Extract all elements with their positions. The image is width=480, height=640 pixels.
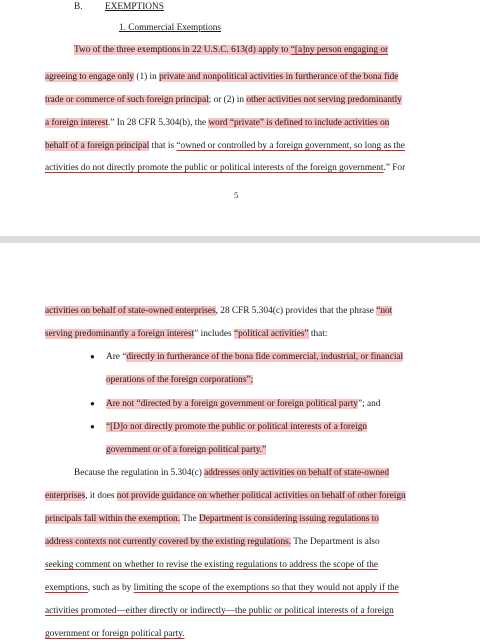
underlined-text: activities promoted—either directly or indirectly—the public or political interests of a foreign bbox=[45, 606, 394, 616]
text-line bbox=[45, 71, 398, 83]
text-line bbox=[106, 421, 367, 433]
underlined-text: seeking comment on whether to revise the existing regulations to address the scope of the bbox=[45, 560, 379, 570]
text-line bbox=[106, 351, 403, 363]
highlighted-text: enterprises bbox=[45, 491, 86, 501]
text-run: , it does bbox=[85, 491, 117, 501]
text-run: .” For bbox=[383, 163, 406, 173]
highlighted-text: principals fall within the exemption. bbox=[45, 514, 181, 524]
text-line bbox=[45, 162, 405, 174]
highlighted-text: trade or commerce of such foreign principal bbox=[45, 95, 209, 105]
section-title: EXEMPTIONS bbox=[105, 2, 164, 12]
text-run: that is bbox=[149, 141, 177, 151]
bullet-dot-icon: ● bbox=[90, 352, 95, 361]
text-run: ; or (2) in bbox=[208, 95, 247, 105]
underlined-text: limiting the scope of the exemptions so that they would not apply if the bbox=[133, 583, 399, 593]
text-line bbox=[74, 467, 389, 479]
highlighted-text: directly in furtherance of the bona fide commercial, industrial, or financial bbox=[126, 352, 404, 362]
highlighted-text: “[a]ny person engaging or bbox=[290, 45, 389, 55]
highlighted-text: word “private” is defined to include activities on bbox=[208, 118, 390, 128]
bullet-dot-icon: ● bbox=[90, 422, 95, 431]
text-run: .” In 28 CFR 5.304(b), the bbox=[108, 118, 209, 128]
text-line bbox=[45, 536, 380, 548]
text-run: ”; and bbox=[357, 399, 381, 409]
page-number: 5 bbox=[234, 190, 239, 200]
text-line bbox=[106, 374, 253, 386]
underlined-text: activities do not directly promote the public or political interests of the foreign government bbox=[45, 163, 384, 173]
highlighted-text: agreeing to engage only bbox=[45, 72, 135, 82]
highlighted-text: a foreign interest bbox=[45, 118, 108, 128]
subsection-title: 1. Commercial Exemptions bbox=[119, 23, 221, 33]
highlighted-text: operations of the foreign corporations”; bbox=[106, 375, 254, 385]
text-run: , 28 CFR 5.304(c) provides that the phrase bbox=[215, 306, 377, 316]
text-line bbox=[45, 305, 392, 317]
text-line bbox=[45, 94, 402, 106]
highlighted-text: private and nonpolitical activities in furtherance of the bona fide bbox=[159, 72, 399, 82]
text-run: (1) in bbox=[134, 72, 160, 82]
text-line bbox=[45, 328, 327, 340]
underlined-text: government or foreign political party. bbox=[45, 629, 185, 639]
highlighted-text: “political activities” bbox=[234, 329, 309, 339]
text-run: ” includes bbox=[194, 329, 234, 339]
underlined-text: “owned or controlled by a foreign government, so long as the bbox=[176, 141, 405, 151]
highlighted-text: Two of the three exemptions in 22 U.S.C. 613(d) apply to bbox=[74, 45, 291, 55]
bullet-dot-icon: ● bbox=[90, 399, 95, 408]
text-line bbox=[74, 44, 388, 56]
highlighted-text: Department is considering issuing regulations to bbox=[198, 514, 379, 524]
section-letter: B. bbox=[74, 2, 83, 12]
text-run: Because the regulation in 5.304(c) bbox=[74, 468, 205, 478]
text-line bbox=[106, 398, 380, 410]
text-run: The Department is also bbox=[291, 537, 380, 547]
text-run: that: bbox=[308, 329, 328, 339]
text-run: Are “ bbox=[106, 352, 127, 362]
text-line bbox=[45, 513, 379, 525]
text-line bbox=[45, 117, 389, 129]
highlighted-text: government or of a foreign political party.” bbox=[106, 445, 267, 455]
page-break bbox=[0, 236, 480, 243]
highlighted-text: Are not “directed by a foreign government or foreign political party bbox=[106, 399, 358, 409]
highlighted-text: addresses only activities on behalf of state-owned bbox=[204, 468, 389, 478]
highlighted-text: “not bbox=[376, 306, 393, 316]
text-line bbox=[45, 628, 185, 640]
highlighted-text: other activities not serving predominantly bbox=[246, 95, 402, 105]
highlighted-text: behalf of a foreign principal bbox=[45, 141, 150, 151]
text-line bbox=[45, 582, 399, 594]
text-line bbox=[106, 444, 266, 456]
text-line bbox=[45, 559, 378, 571]
highlighted-text: not provide guidance on whether political activities on behalf of other foreign bbox=[116, 491, 406, 501]
highlighted-text: address contexts not currently covered by the existing regulations. bbox=[45, 537, 292, 547]
text-line bbox=[45, 140, 405, 152]
highlighted-text: activities on behalf of state-owned enterprises bbox=[45, 306, 216, 316]
text-run: The bbox=[180, 514, 199, 524]
highlighted-text: serving predominantly a foreign interest bbox=[45, 329, 195, 339]
underlined-text: exemptions bbox=[45, 583, 88, 593]
text-line bbox=[45, 605, 394, 617]
highlighted-text: “[D]o not directly promote the public or political interests of a foreign bbox=[106, 422, 368, 432]
text-run: , such as by bbox=[87, 583, 134, 593]
text-line bbox=[45, 490, 406, 502]
